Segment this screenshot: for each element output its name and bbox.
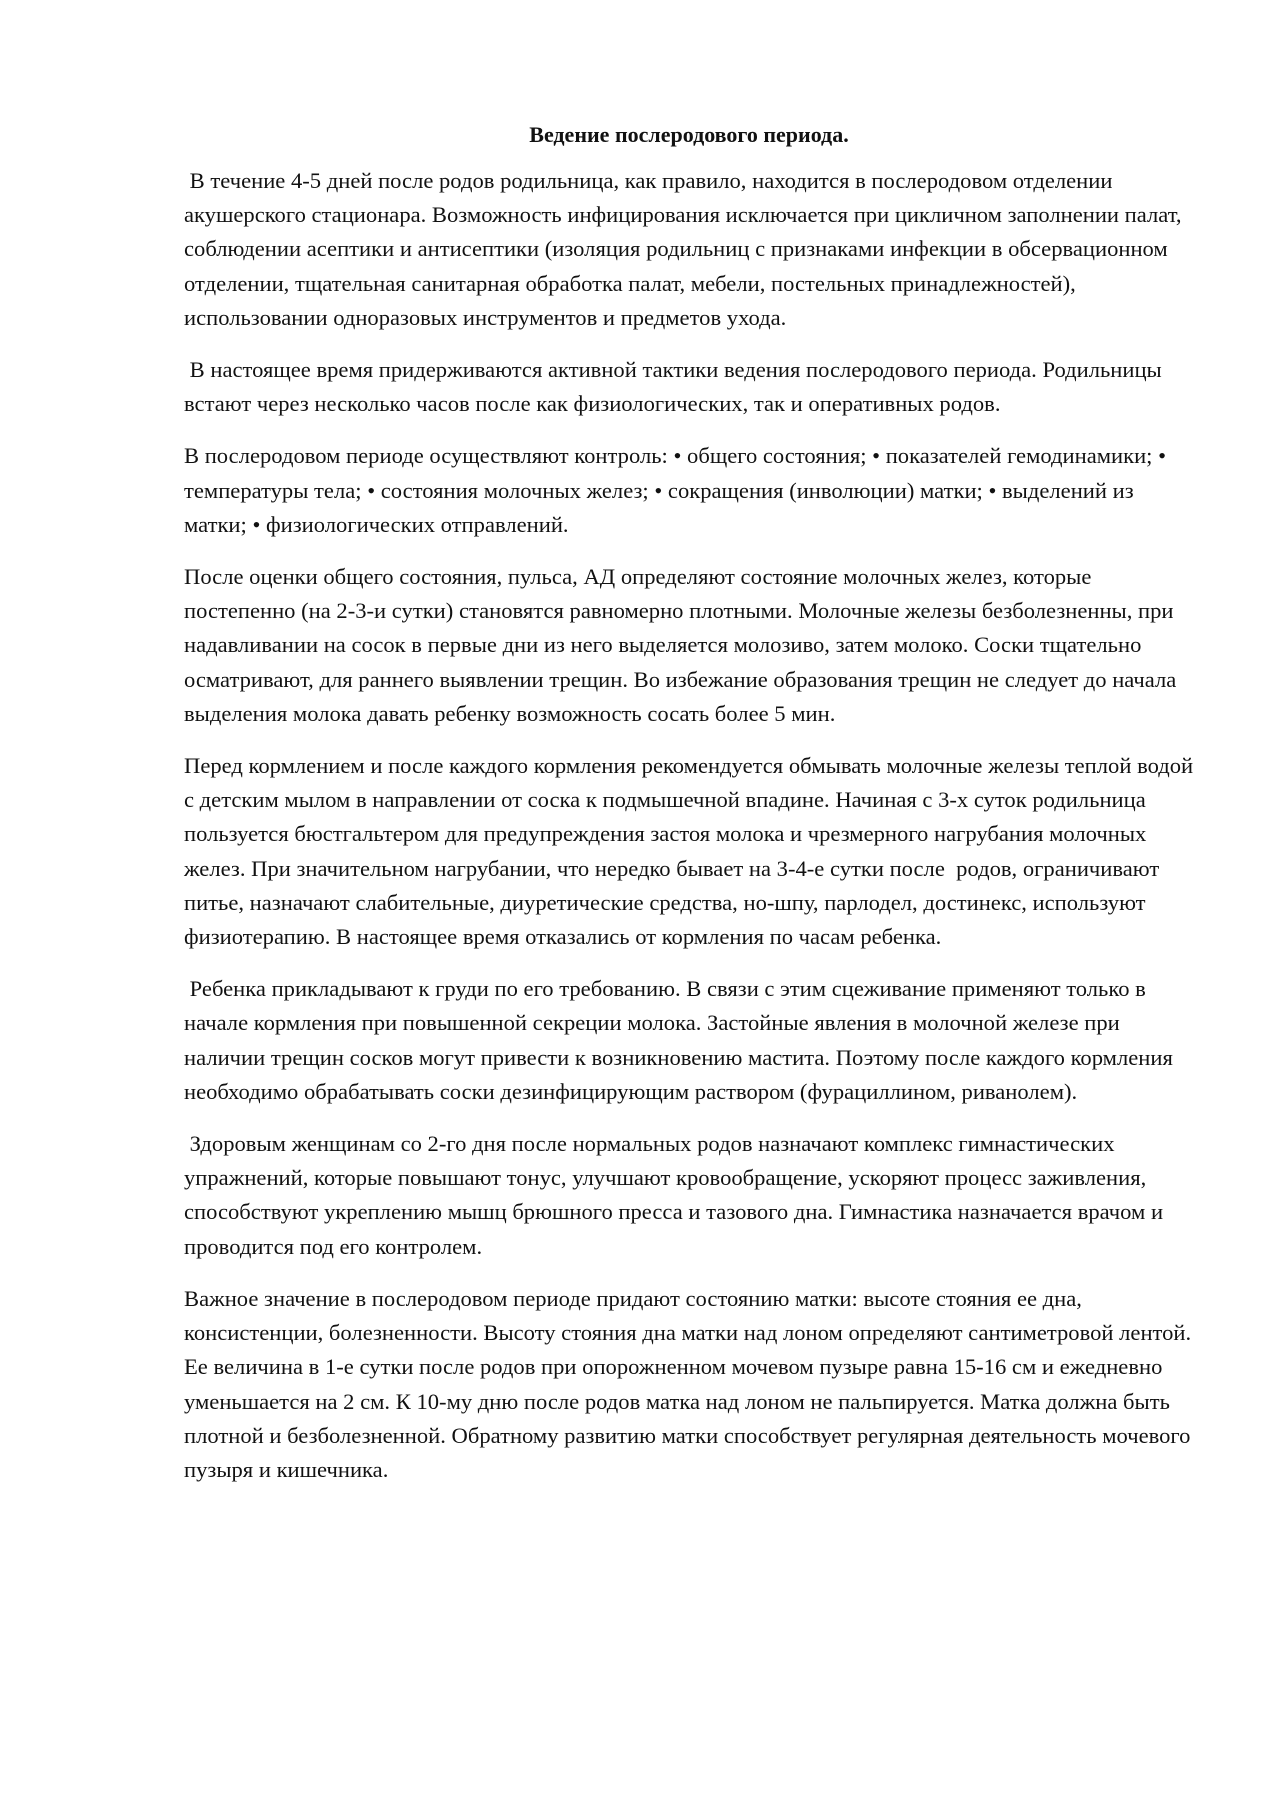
paragraph-active-tactics: В настоящее время придерживаются активной тактики ведения послеродового периода. Родильницы встают через несколько часов после как физиологических, так и оперативных родов. bbox=[184, 357, 1168, 417]
document-title: Ведение послеродового периода. bbox=[529, 122, 849, 147]
paragraph-mammary-glands: После оценки общего состояния, пульса, АД определяют состояние молочных желез, которые постепенно (на 2-3-и сутки) становятся равномерно плотными. Молочные железы безболезненны, при надавливании на сосок в первые дни из него выделяется молозиво, затем молоко. Соски тщательно осматривают, для раннего выявлении трещин. Во избежание образования трещин не следует до начала выделения молока давать ребенку возможность сосать более 5 мин. bbox=[184, 564, 1182, 726]
paragraph-postpartum-ward: В течение 4-5 дней после родов родильница, как правило, находится в послеродовом отделении акушерского стационара. Возможность инфицирования исключается при цикличном заполнении палат, соблюдении асептики и антисептики (изоляция родильниц с признаками инфекции в обсервационном отделении, тщательная санитарная обработка палат, мебели, постельных принадлежностей), использовании одноразовых инструментов и предметов ухода. bbox=[184, 168, 1188, 330]
document-body bbox=[184, 118, 1199, 1505]
paragraph-breastfeeding-on-demand: Ребенка прикладывают к груди по его требованию. В связи с этим сцеживание применяют только в начале кормления при повышенной секреции молока. Застойные явления в молочной железе при наличии трещин сосков могут привести к возникновению мастита. Поэтому после каждого кормления необходимо обрабатывать соски дезинфицирующим раствором (фурациллином, риванолем). bbox=[184, 976, 1179, 1104]
paragraph-feeding-care: Перед кормлением и после каждого кормления рекомендуется обмывать молочные железы теплой водой с детским мылом в направлении от соска к подмышечной впадине. Начиная с 3-х суток родильница пользуется бюстгальтером для предупреждения застоя молока и чрезмерного нагрубания молочных желез. При значительном нагрубании, что нередко бывает на 3-4-е сутки после родов, ограничивают питье, назначают слабительные, диуретические средства, но-шпу, парлодел, достинекс, используют физиотерапию. В настоящее время отказались от кормления по часам ребенка. bbox=[184, 753, 1199, 950]
paragraph-monitoring: В послеродовом периоде осуществляют контроль: • общего состояния; • показателей гемодинамики; • температуры тела; • состояния молочных желез; • сокращения (инволюции) матки; • выделений из матки; • физиологических отправлений. bbox=[184, 443, 1172, 537]
paragraph-gymnastics: Здоровым женщинам со 2-го дня после нормальных родов назначают комплекс гимнастических упражнений, которые повышают тонус, улучшают кровообращение, ускоряют процесс заживления, способствуют укреплению мышц брюшного пресса и тазового дна. Гимнастика назначается врачом и проводится под его контролем. bbox=[184, 1131, 1169, 1259]
paragraph-uterus-involution: Важное значение в послеродовом периоде придают состоянию матки: высоте стояния ее дна, консистенции, болезненности. Высоту стояния дна матки над лоном определяют сантиметровой лентой. Ее величина в 1-е сутки после родов при опорожненном мочевом пузыре равна 15-16 см и ежедневно уменьшается на 2 см. К 10-му дню после родов матка над лоном не пальпируется. Матка должна быть плотной и безболезненной. Обратному развитию матки способствует регулярная деятельность мочевого пузыря и кишечника. bbox=[184, 1285, 1197, 1482]
